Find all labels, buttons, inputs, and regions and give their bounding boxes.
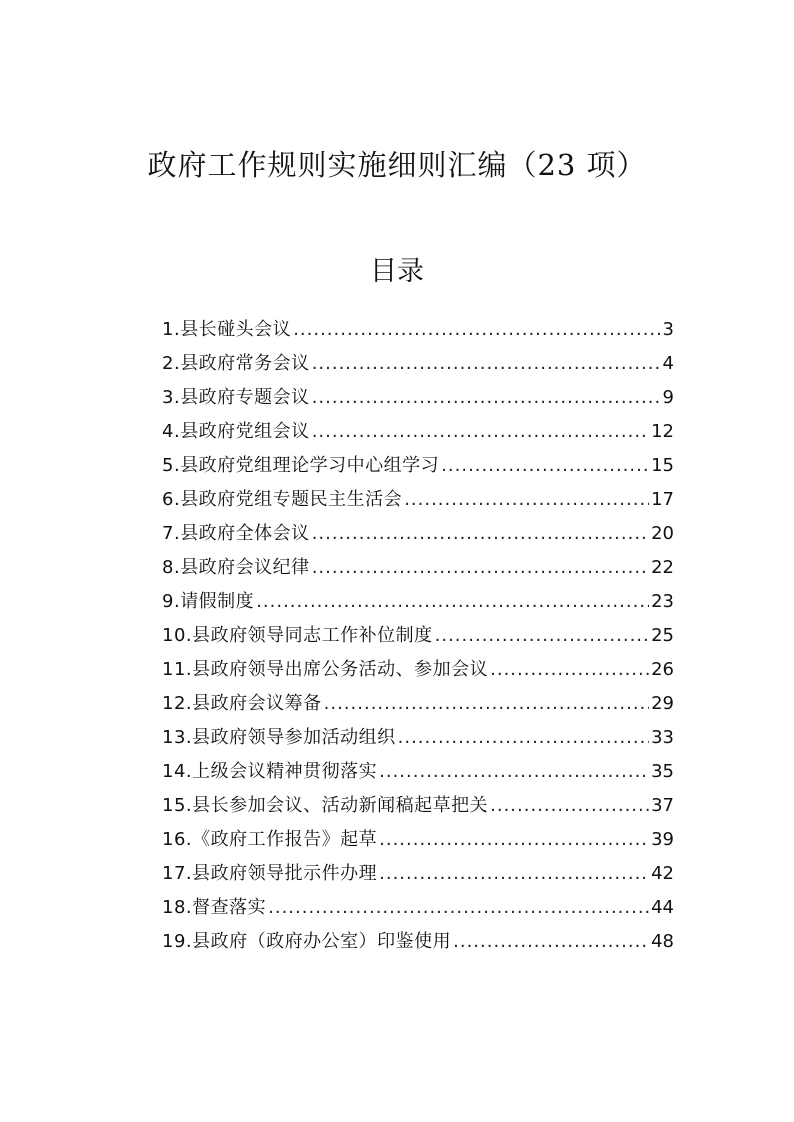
document-title: 政府工作规则实施细则汇编（23 项）: [147, 148, 647, 182]
toc-entry-number: 16.: [162, 829, 193, 850]
toc-entry-title: 请假制度: [180, 591, 255, 612]
toc-entry[interactable]: [162, 721, 674, 755]
toc-leader-dots: [312, 415, 649, 449]
toc-entry[interactable]: [162, 653, 674, 687]
toc-entry[interactable]: [162, 585, 674, 619]
toc-entry-number: 18.: [162, 897, 193, 918]
toc-entry-label: [162, 823, 377, 857]
toc-entry-number: 8.: [162, 557, 181, 578]
toc-leader-dots: [435, 619, 649, 653]
toc-entry-label: [162, 891, 266, 925]
toc-leader-dots: [312, 347, 661, 381]
toc-page-number: 20: [651, 523, 674, 544]
toc-entry-label: [162, 653, 488, 687]
toc-entry-title: 县政府党组专题民主生活会: [180, 489, 403, 510]
toc-entry-label: [162, 585, 254, 619]
toc-page-number: 4: [662, 353, 674, 374]
toc-entry-number: 10.: [162, 625, 193, 646]
toc-entry-number: 4.: [162, 421, 181, 442]
toc-entry[interactable]: [162, 517, 674, 551]
toc-entry-label: [162, 619, 433, 653]
toc-entry-number: 12.: [162, 693, 193, 714]
toc-leader-dots: [490, 653, 649, 687]
toc-entry-label: [162, 517, 310, 551]
toc-entry-number: 5.: [162, 455, 181, 476]
toc-entry-number: 2.: [162, 353, 181, 374]
toc-leader-dots: [441, 449, 649, 483]
toc-entry-label: [162, 381, 310, 415]
toc-entry-title: 县长碰头会议: [180, 319, 292, 340]
toc-entry[interactable]: [162, 551, 674, 585]
toc-entry-number: 9.: [162, 591, 181, 612]
toc-entry-number: 1.: [162, 319, 181, 340]
table-of-contents: [162, 313, 674, 959]
toc-page-number: 29: [651, 693, 674, 714]
toc-entry[interactable]: [162, 347, 674, 381]
toc-entry-number: 14.: [162, 761, 193, 782]
toc-entry-label: [162, 449, 439, 483]
toc-entry-title: 县政府领导出席公务活动、参加会议: [192, 659, 489, 680]
toc-page-number: 22: [651, 557, 674, 578]
toc-entry[interactable]: [162, 857, 674, 891]
toc-page-number: 44: [651, 897, 674, 918]
toc-entry[interactable]: [162, 687, 674, 721]
toc-leader-dots: [256, 585, 649, 619]
toc-leader-dots: [379, 755, 649, 789]
toc-entry-title: 县政府领导批示件办理: [192, 863, 378, 884]
toc-page-number: 17: [651, 489, 674, 510]
toc-page-number: 39: [651, 829, 674, 850]
toc-entry-title: 县政府领导同志工作补位制度: [192, 625, 433, 646]
toc-leader-dots: [404, 483, 649, 517]
toc-page-number: 48: [651, 931, 674, 952]
toc-page-number: 26: [651, 659, 674, 680]
toc-page-number: 23: [651, 591, 674, 612]
toc-page-number: 12: [651, 421, 674, 442]
toc-leader-dots: [398, 721, 649, 755]
toc-entry-number: 6.: [162, 489, 181, 510]
toc-entry-title: 县政府（政府办公室）印鉴使用: [192, 931, 452, 952]
toc-leader-dots: [312, 517, 649, 551]
toc-entry-title: 县政府全体会议: [180, 523, 310, 544]
toc-leader-dots: [490, 789, 649, 823]
toc-entry-title: 县政府领导参加活动组织: [192, 727, 396, 748]
toc-entry-title: 《政府工作报告》起草: [192, 829, 378, 850]
toc-entry-number: 15.: [162, 795, 193, 816]
toc-entry-title: 县政府党组理论学习中心组学习: [180, 455, 440, 476]
toc-leader-dots: [312, 381, 661, 415]
toc-entry[interactable]: [162, 925, 674, 959]
toc-entry-label: [162, 313, 291, 347]
toc-leader-dots: [324, 687, 649, 721]
toc-page-number: 3: [662, 319, 674, 340]
toc-entry-label: [162, 755, 377, 789]
toc-entry-label: [162, 687, 322, 721]
toc-entry[interactable]: [162, 483, 674, 517]
toc-entry-label: [162, 347, 310, 381]
toc-entry[interactable]: [162, 415, 674, 449]
toc-entry-label: [162, 789, 488, 823]
toc-entry-label: [162, 483, 402, 517]
toc-page-number: 42: [651, 863, 674, 884]
toc-leader-dots: [379, 823, 649, 857]
toc-entry-label: [162, 721, 396, 755]
toc-page-number: 15: [651, 455, 674, 476]
toc-entry-number: 17.: [162, 863, 193, 884]
toc-entry[interactable]: [162, 823, 674, 857]
toc-leader-dots: [268, 891, 649, 925]
toc-leader-dots: [293, 313, 660, 347]
toc-entry[interactable]: [162, 619, 674, 653]
toc-entry-title: 上级会议精神贯彻落实: [192, 761, 378, 782]
toc-entry-number: 19.: [162, 931, 193, 952]
toc-heading: 目录: [370, 256, 424, 287]
toc-entry-number: 13.: [162, 727, 193, 748]
toc-page-number: 9: [662, 387, 674, 408]
toc-entry[interactable]: [162, 755, 674, 789]
toc-entry-number: 11.: [162, 659, 193, 680]
toc-leader-dots: [379, 857, 649, 891]
toc-page-number: 25: [651, 625, 674, 646]
toc-entry-title: 县政府会议筹备: [192, 693, 322, 714]
toc-entry-number: 3.: [162, 387, 181, 408]
toc-entry-title: 县政府党组会议: [180, 421, 310, 442]
toc-entry-title: 县政府会议纪律: [180, 557, 310, 578]
toc-entry[interactable]: [162, 313, 674, 347]
toc-entry-label: [162, 415, 310, 449]
toc-page-number: 33: [651, 727, 674, 748]
toc-entry-title: 督查落实: [192, 897, 267, 918]
toc-entry-label: [162, 925, 451, 959]
toc-entry-title: 县政府专题会议: [180, 387, 310, 408]
toc-leader-dots: [312, 551, 649, 585]
toc-entry-title: 县长参加会议、活动新闻稿起草把关: [192, 795, 489, 816]
toc-entry[interactable]: [162, 891, 674, 925]
toc-entry-title: 县政府常务会议: [180, 353, 310, 374]
toc-page-number: 37: [651, 795, 674, 816]
toc-entry[interactable]: [162, 449, 674, 483]
toc-entry-label: [162, 857, 377, 891]
toc-entry-number: 7.: [162, 523, 181, 544]
toc-entry[interactable]: [162, 381, 674, 415]
toc-page-number: 35: [651, 761, 674, 782]
toc-entry-label: [162, 551, 310, 585]
toc-entry[interactable]: [162, 789, 674, 823]
toc-leader-dots: [453, 925, 649, 959]
